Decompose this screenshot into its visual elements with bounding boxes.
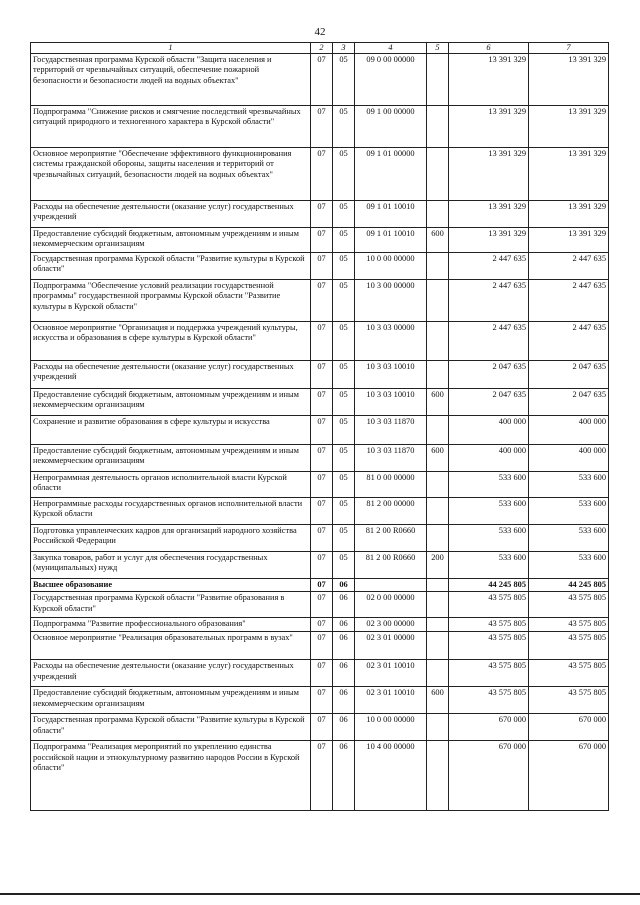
row-amount-cell: 533 600 [449,552,529,579]
table-row [31,498,609,525]
row-expense-type-cell [427,54,449,106]
row-expense-type-cell [427,592,449,618]
row-name-cell: Подпрограмма "Развитие профессионального образования" [31,618,311,632]
row-amount-cell: 13 391 329 [449,228,529,253]
row-expense-type-cell [427,579,449,592]
table-row [31,389,609,416]
row-section-cell: 07 [311,741,333,811]
row-expense-type-cell [427,741,449,811]
row-target-code-cell: 10 0 00 00000 [355,714,427,741]
table-row [31,148,609,201]
page-bottom-edge [0,893,640,895]
row-amount-next-cell: 43 575 805 [529,618,609,632]
row-section-cell: 07 [311,618,333,632]
row-name-cell: Подпрограмма "Реализация мероприятий по укреплению единства российской нации и этнокультурному развитию народов России в Курской области" [31,741,311,811]
row-expense-type-cell: 200 [427,552,449,579]
row-expense-type-cell [427,498,449,525]
row-amount-next-cell: 43 575 805 [529,660,609,687]
row-expense-type-cell [427,632,449,660]
row-amount-cell: 43 575 805 [449,592,529,618]
row-target-code-cell [355,579,427,592]
row-amount-cell: 2 047 635 [449,361,529,389]
table-row [31,253,609,280]
row-target-code-cell: 81 2 00 R0660 [355,525,427,552]
row-amount-next-cell: 533 600 [529,525,609,552]
row-name-cell: Государственная программа Курской области "Развитие культуры в Курской области" [31,714,311,741]
row-subsection-cell: 06 [333,592,355,618]
row-expense-type-cell [427,201,449,228]
row-expense-type-cell [427,322,449,361]
row-amount-next-cell: 2 447 635 [529,280,609,322]
row-amount-next-cell: 13 391 329 [529,106,609,148]
row-section-cell: 07 [311,228,333,253]
row-amount-next-cell: 400 000 [529,445,609,472]
row-expense-type-cell: 600 [427,228,449,253]
row-subsection-cell: 05 [333,148,355,201]
row-amount-cell: 13 391 329 [449,106,529,148]
row-target-code-cell: 02 3 01 00000 [355,632,427,660]
row-amount-next-cell: 43 575 805 [529,687,609,714]
row-section-cell: 07 [311,148,333,201]
row-name-cell: Непрограммная деятельность органов исполнительной власти Курской области [31,472,311,498]
row-name-cell: Подпрограмма "Снижение рисков и смягчение последствий чрезвычайных ситуаций природного и техногенного характера в Курской области" [31,106,311,148]
row-amount-next-cell: 670 000 [529,714,609,741]
row-amount-next-cell: 533 600 [529,498,609,525]
row-amount-next-cell: 533 600 [529,552,609,579]
row-section-cell: 07 [311,322,333,361]
row-target-code-cell: 10 3 03 11870 [355,445,427,472]
row-amount-cell: 533 600 [449,525,529,552]
header-col-3: 3 [333,43,355,54]
row-name-cell: Основное мероприятие "Обеспечение эффективного функционирования системы гражданской обороны, защиты населения и территорий от чрезвычайных ситуаций, безопасности людей на водных объектах" [31,148,311,201]
row-amount-cell: 670 000 [449,741,529,811]
table-row [31,741,609,811]
row-target-code-cell: 09 0 00 00000 [355,54,427,106]
row-amount-cell: 533 600 [449,498,529,525]
row-section-cell: 07 [311,632,333,660]
row-amount-next-cell: 43 575 805 [529,632,609,660]
header-col-1: 1 [31,43,311,54]
table-row [31,632,609,660]
row-amount-next-cell: 2 447 635 [529,253,609,280]
row-subsection-cell: 05 [333,228,355,253]
row-section-cell: 07 [311,579,333,592]
row-target-code-cell: 81 0 00 00000 [355,472,427,498]
table-row [31,201,609,228]
row-section-cell: 07 [311,253,333,280]
row-section-cell: 07 [311,472,333,498]
row-name-cell: Предоставление субсидий бюджетным, автономным учреждениям и иным некоммерческим организациям [31,687,311,714]
table-row [31,280,609,322]
table-row [31,592,609,618]
row-target-code-cell: 09 1 00 00000 [355,106,427,148]
row-expense-type-cell [427,361,449,389]
row-subsection-cell: 05 [333,416,355,445]
row-section-cell: 07 [311,498,333,525]
row-amount-next-cell: 2 447 635 [529,322,609,361]
row-subsection-cell: 05 [333,361,355,389]
row-target-code-cell: 81 2 00 00000 [355,498,427,525]
row-section-cell: 07 [311,54,333,106]
row-name-cell: Предоставление субсидий бюджетным, автономным учреждениям и иным некоммерческим организациям [31,445,311,472]
row-amount-next-cell: 13 391 329 [529,54,609,106]
row-target-code-cell: 02 3 00 00000 [355,618,427,632]
row-amount-cell: 13 391 329 [449,54,529,106]
row-name-cell: Государственная программа Курской области "Развитие образования в Курской области" [31,592,311,618]
row-target-code-cell: 10 0 00 00000 [355,253,427,280]
row-subsection-cell: 05 [333,280,355,322]
header-col-6: 6 [449,43,529,54]
header-col-5: 5 [427,43,449,54]
row-section-cell: 07 [311,361,333,389]
row-expense-type-cell: 600 [427,389,449,416]
row-section-cell: 07 [311,687,333,714]
row-section-cell: 07 [311,592,333,618]
row-subsection-cell: 06 [333,714,355,741]
table-row [31,361,609,389]
row-subsection-cell: 05 [333,525,355,552]
row-name-cell: Закупка товаров, работ и услуг для обеспечения государственных (муниципальных) нужд [31,552,311,579]
row-subsection-cell: 06 [333,660,355,687]
row-amount-next-cell: 13 391 329 [529,148,609,201]
row-subsection-cell: 05 [333,253,355,280]
row-section-cell: 07 [311,389,333,416]
row-name-cell: Подготовка управленческих кадров для организаций народного хозяйства Российской Федерации [31,525,311,552]
row-name-cell: Непрограммные расходы государственных органов исполнительной власти Курской области [31,498,311,525]
row-amount-cell: 400 000 [449,416,529,445]
table-row [31,472,609,498]
table-row [31,660,609,687]
row-name-cell: Основное мероприятие "Реализация образовательных программ в вузах" [31,632,311,660]
row-section-cell: 07 [311,445,333,472]
row-subsection-cell: 06 [333,579,355,592]
row-subsection-cell: 06 [333,687,355,714]
row-target-code-cell: 02 3 01 10010 [355,660,427,687]
row-amount-next-cell: 44 245 805 [529,579,609,592]
row-amount-cell: 2 447 635 [449,253,529,280]
row-subsection-cell: 05 [333,472,355,498]
row-subsection-cell: 05 [333,54,355,106]
table-row [31,106,609,148]
row-section-cell: 07 [311,106,333,148]
row-amount-cell: 533 600 [449,472,529,498]
row-expense-type-cell: 600 [427,687,449,714]
row-expense-type-cell [427,253,449,280]
row-amount-next-cell: 2 047 635 [529,361,609,389]
table-row [31,525,609,552]
table-row [31,54,609,106]
header-col-4: 4 [355,43,427,54]
row-amount-cell: 13 391 329 [449,201,529,228]
row-expense-type-cell [427,148,449,201]
row-section-cell: 07 [311,552,333,579]
row-amount-cell: 670 000 [449,714,529,741]
header-col-7: 7 [529,43,609,54]
row-amount-cell: 2 447 635 [449,322,529,361]
row-amount-next-cell: 533 600 [529,472,609,498]
row-section-cell: 07 [311,525,333,552]
row-amount-cell: 13 391 329 [449,148,529,201]
row-target-code-cell: 10 3 03 10010 [355,389,427,416]
row-amount-next-cell: 43 575 805 [529,592,609,618]
row-name-cell: Расходы на обеспечение деятельности (оказание услуг) государственных учреждений [31,201,311,228]
row-name-cell: Подпрограмма "Обеспечение условий реализации государственной программы" государственной программы Курской области "Развитие культуры в Курской области" [31,280,311,322]
row-target-code-cell: 10 4 00 00000 [355,741,427,811]
row-subsection-cell: 06 [333,632,355,660]
row-subsection-cell: 05 [333,201,355,228]
row-target-code-cell: 09 1 01 00000 [355,148,427,201]
row-section-cell: 07 [311,416,333,445]
row-name-cell: Основное мероприятие "Организация и поддержка учреждений культуры, искусства и образования в сфере культуры в Курской области" [31,322,311,361]
row-subsection-cell: 05 [333,106,355,148]
row-name-cell: Государственная программа Курской области "Защита населения и территорий от чрезвычайных ситуаций, обеспечение пожарной безопасности и безопасности людей на водных объектах" [31,54,311,106]
row-amount-next-cell: 400 000 [529,416,609,445]
row-expense-type-cell: 600 [427,445,449,472]
row-expense-type-cell [427,714,449,741]
row-subsection-cell: 06 [333,618,355,632]
table-body [31,54,609,811]
row-amount-next-cell: 2 047 635 [529,389,609,416]
table-row [31,445,609,472]
row-expense-type-cell [427,525,449,552]
table-row [31,579,609,592]
row-name-cell: Предоставление субсидий бюджетным, автономным учреждениям и иным некоммерческим организациям [31,389,311,416]
row-target-code-cell: 02 3 01 10010 [355,687,427,714]
row-amount-cell: 43 575 805 [449,660,529,687]
row-target-code-cell: 09 1 01 10010 [355,228,427,253]
table-row [31,322,609,361]
row-amount-cell: 400 000 [449,445,529,472]
table-row [31,714,609,741]
row-section-cell: 07 [311,660,333,687]
row-target-code-cell: 10 3 03 00000 [355,322,427,361]
row-name-cell: Предоставление субсидий бюджетным, автономным учреждениям и иным некоммерческим организациям [31,228,311,253]
row-amount-cell: 2 447 635 [449,280,529,322]
table-header-row [31,43,609,54]
budget-table [30,42,609,811]
row-target-code-cell: 02 0 00 00000 [355,592,427,618]
row-amount-next-cell: 13 391 329 [529,228,609,253]
table-row [31,552,609,579]
row-section-cell: 07 [311,280,333,322]
row-subsection-cell: 05 [333,389,355,416]
row-name-cell: Сохранение и развитие образования в сфере культуры и искусства [31,416,311,445]
row-subsection-cell: 05 [333,445,355,472]
table-row [31,228,609,253]
row-target-code-cell: 81 2 00 R0660 [355,552,427,579]
row-amount-cell: 43 575 805 [449,618,529,632]
row-section-cell: 07 [311,201,333,228]
row-subsection-cell: 05 [333,322,355,361]
header-col-2: 2 [311,43,333,54]
table-row [31,687,609,714]
row-name-cell: Высшее образование [31,579,311,592]
row-name-cell: Расходы на обеспечение деятельности (оказание услуг) государственных учреждений [31,660,311,687]
row-name-cell: Расходы на обеспечение деятельности (оказание услуг) государственных учреждений [31,361,311,389]
row-amount-cell: 43 575 805 [449,632,529,660]
row-subsection-cell: 06 [333,741,355,811]
row-target-code-cell: 09 1 01 10010 [355,201,427,228]
row-target-code-cell: 10 3 03 11870 [355,416,427,445]
page-number: 42 [314,26,326,38]
row-expense-type-cell [427,618,449,632]
row-target-code-cell: 10 3 00 00000 [355,280,427,322]
table-row [31,618,609,632]
row-section-cell: 07 [311,714,333,741]
table-row [31,416,609,445]
row-name-cell: Государственная программа Курской области "Развитие культуры в Курской области" [31,253,311,280]
row-expense-type-cell [427,106,449,148]
row-amount-cell: 44 245 805 [449,579,529,592]
row-amount-next-cell: 670 000 [529,741,609,811]
row-expense-type-cell [427,416,449,445]
row-expense-type-cell [427,472,449,498]
row-subsection-cell: 05 [333,552,355,579]
row-amount-cell: 2 047 635 [449,389,529,416]
row-amount-cell: 43 575 805 [449,687,529,714]
row-subsection-cell: 05 [333,498,355,525]
row-expense-type-cell [427,280,449,322]
row-amount-next-cell: 13 391 329 [529,201,609,228]
row-expense-type-cell [427,660,449,687]
row-target-code-cell: 10 3 03 10010 [355,361,427,389]
